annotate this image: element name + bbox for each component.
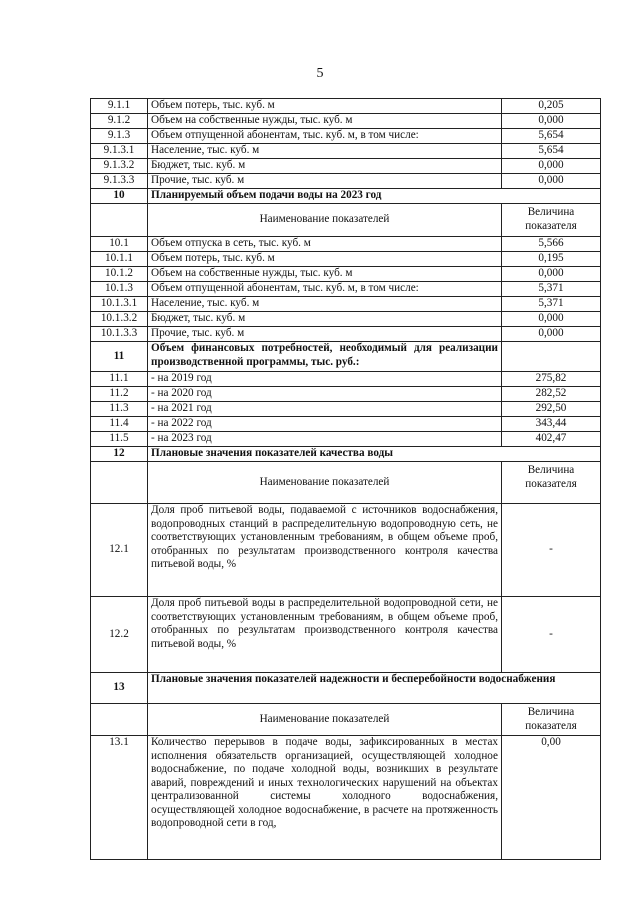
header-value: Величина показателя <box>502 204 601 237</box>
row-name: Бюджет, тыс. куб. м <box>148 312 502 327</box>
row-value: - <box>502 597 601 673</box>
section-row-13 <box>91 673 601 704</box>
table-row <box>91 237 601 252</box>
row-value: 282,52 <box>502 387 601 402</box>
row-name: Бюджет, тыс. куб. м <box>148 159 502 174</box>
section-number: 13 <box>91 673 148 704</box>
table-row <box>91 282 601 297</box>
row-number: 10.1.1 <box>91 252 148 267</box>
row-number: 10.1.2 <box>91 267 148 282</box>
row-name: Доля проб питьевой воды в распределительной водопроводной сети, не соответствующих установленным требованиям, в общем объеме проб, отобранных по результатам производственного контроля качества питьевой воды, % <box>148 597 502 673</box>
table-row <box>91 114 601 129</box>
header-value: Величина показателя <box>502 704 601 736</box>
section-title: Объем финансовых потребностей, необходимый для реализации производственной программы, тыс. руб.: <box>148 342 502 372</box>
row-number: 9.1.3.3 <box>91 174 148 189</box>
row-value: 5,654 <box>502 144 601 159</box>
row-number: 11.5 <box>91 432 148 447</box>
header-name: Наименование показателей <box>148 204 502 237</box>
table-row <box>91 327 601 342</box>
row-name: - на 2023 год <box>148 432 502 447</box>
row-number: 9.1.2 <box>91 114 148 129</box>
section-title: Планируемый объем подачи воды на 2023 год <box>148 189 601 204</box>
row-value: 0,000 <box>502 327 601 342</box>
row-name: - на 2020 год <box>148 387 502 402</box>
section-row-11 <box>91 342 601 372</box>
header-blank <box>91 704 148 736</box>
table-row <box>91 372 601 387</box>
row-value: 0,000 <box>502 267 601 282</box>
header-value: Величина показателя <box>502 462 601 504</box>
header-blank <box>91 462 148 504</box>
table-row <box>91 252 601 267</box>
section-title: Плановые значения показателей качества воды <box>148 447 601 462</box>
row-number: 12.1 <box>91 504 148 597</box>
header-row <box>91 704 601 736</box>
row-number: 11.4 <box>91 417 148 432</box>
header-name: Наименование показателей <box>148 462 502 504</box>
row-value: 402,47 <box>502 432 601 447</box>
table-row <box>91 597 601 673</box>
row-value: 0,000 <box>502 312 601 327</box>
row-name: Объем на собственные нужды, тыс. куб. м <box>148 114 502 129</box>
header-row <box>91 204 601 237</box>
row-value: 343,44 <box>502 417 601 432</box>
row-name: Население, тыс. куб. м <box>148 297 502 312</box>
section-row-10 <box>91 189 601 204</box>
row-name: Объем отпущенной абонентам, тыс. куб. м, в том числе: <box>148 129 502 144</box>
row-number: 10.1.3.3 <box>91 327 148 342</box>
table-row <box>91 267 601 282</box>
row-name: Объем потерь, тыс. куб. м <box>148 252 502 267</box>
row-name: Объем на собственные нужды, тыс. куб. м <box>148 267 502 282</box>
section-number: 11 <box>91 342 148 372</box>
row-number: 11.2 <box>91 387 148 402</box>
row-value: 275,82 <box>502 372 601 387</box>
table-row <box>91 402 601 417</box>
table-row <box>91 504 601 597</box>
row-value: 0,000 <box>502 174 601 189</box>
row-number: 12.2 <box>91 597 148 673</box>
table-row <box>91 129 601 144</box>
table-row <box>91 174 601 189</box>
row-number: 9.1.3 <box>91 129 148 144</box>
header-row <box>91 462 601 504</box>
table-row <box>91 432 601 447</box>
row-name: - на 2019 год <box>148 372 502 387</box>
row-number: 11.3 <box>91 402 148 417</box>
row-value: 0,000 <box>502 114 601 129</box>
row-value: 5,371 <box>502 297 601 312</box>
row-value: 0,205 <box>502 99 601 114</box>
section-number: 12 <box>91 447 148 462</box>
row-number: 10.1.3 <box>91 282 148 297</box>
section-title: Плановые значения показателей надежности и бесперебойности водоснабжения <box>148 673 601 704</box>
section-number: 10 <box>91 189 148 204</box>
table-row <box>91 159 601 174</box>
row-number: 9.1.3.1 <box>91 144 148 159</box>
row-name: - на 2021 год <box>148 402 502 417</box>
header-name: Наименование показателей <box>148 704 502 736</box>
section-value-blank <box>502 342 601 372</box>
table-row <box>91 297 601 312</box>
table-row <box>91 387 601 402</box>
row-number: 13.1 <box>91 736 148 860</box>
row-number: 10.1.3.1 <box>91 297 148 312</box>
indicators-table <box>90 98 601 860</box>
row-value: 292,50 <box>502 402 601 417</box>
row-value: - <box>502 504 601 597</box>
row-value: 5,566 <box>502 237 601 252</box>
row-value: 5,371 <box>502 282 601 297</box>
row-name: Объем отпуска в сеть, тыс. куб. м <box>148 237 502 252</box>
row-name: Объем потерь, тыс. куб. м <box>148 99 502 114</box>
row-name: Количество перерывов в подаче воды, зафиксированных в местах исполнения обязательств организацией, осуществляющей холодное водоснабжение, по подаче холодной воды, возникших в результате аварий, повреждений и иных технологических нарушений на объектах централизованной системы холодного водоснабжения, осуществляющей холодное водоснабжение, в расчете на протяженность водопроводной сети в год, <box>148 736 502 860</box>
row-number: 9.1.3.2 <box>91 159 148 174</box>
row-name: Прочие, тыс. куб. м <box>148 174 502 189</box>
row-name: Население, тыс. куб. м <box>148 144 502 159</box>
table-row <box>91 144 601 159</box>
page-number: 5 <box>316 66 324 81</box>
table-row <box>91 736 601 860</box>
row-number: 10.1.3.2 <box>91 312 148 327</box>
row-name: Объем отпущенной абонентам, тыс. куб. м, в том числе: <box>148 282 502 297</box>
row-name: Прочие, тыс. куб. м <box>148 327 502 342</box>
row-number: 9.1.1 <box>91 99 148 114</box>
row-name: - на 2022 год <box>148 417 502 432</box>
row-value: 5,654 <box>502 129 601 144</box>
header-blank <box>91 204 148 237</box>
row-value: 0,195 <box>502 252 601 267</box>
table-row <box>91 312 601 327</box>
row-name: Доля проб питьевой воды, подаваемой с источников водоснабжения, водопроводных станций в распределительную водопроводную сеть, не соответствующих установленным требованиям, в общем объеме проб, отобранных по результатам производственного контроля качества питьевой воды, % <box>148 504 502 597</box>
row-value: 0,00 <box>502 736 601 860</box>
table-row <box>91 417 601 432</box>
section-row-12 <box>91 447 601 462</box>
row-number: 11.1 <box>91 372 148 387</box>
row-number: 10.1 <box>91 237 148 252</box>
table-row <box>91 99 601 114</box>
row-value: 0,000 <box>502 159 601 174</box>
